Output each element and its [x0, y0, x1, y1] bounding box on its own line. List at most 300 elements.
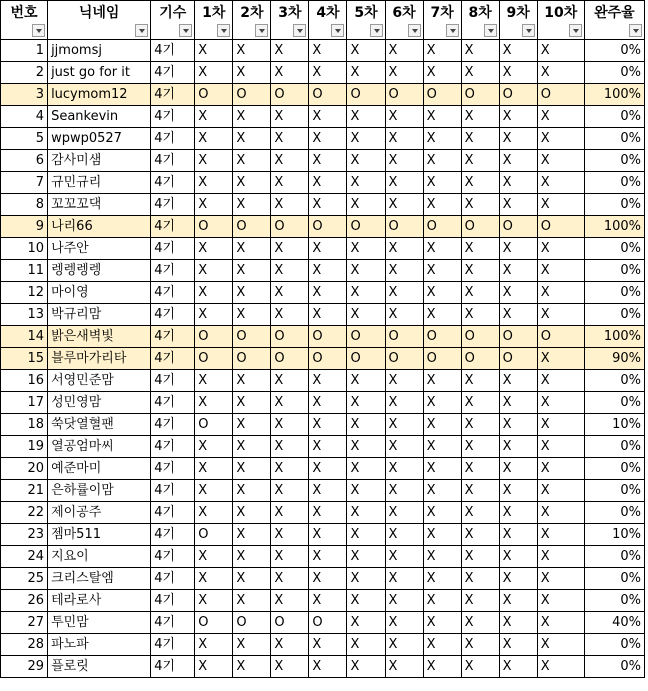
- round-5-cell[interactable]: O: [347, 216, 385, 238]
- round-2-cell[interactable]: X: [233, 128, 271, 150]
- filter-dropdown-icon[interactable]: [370, 24, 383, 37]
- round-8-cell[interactable]: X: [461, 238, 499, 260]
- round-5-cell[interactable]: X: [347, 568, 385, 590]
- round-2-cell[interactable]: X: [233, 524, 271, 546]
- round-9-cell[interactable]: X: [499, 414, 537, 436]
- round-7-cell[interactable]: X: [423, 656, 461, 678]
- round-10-cell[interactable]: O: [537, 216, 584, 238]
- round-8-cell[interactable]: X: [461, 62, 499, 84]
- round-10-cell[interactable]: X: [537, 590, 584, 612]
- round-6-cell[interactable]: X: [385, 238, 423, 260]
- round-10-cell[interactable]: X: [537, 524, 584, 546]
- round-7-cell[interactable]: X: [423, 172, 461, 194]
- round-8-cell[interactable]: O: [461, 84, 499, 106]
- round-10-cell[interactable]: X: [537, 282, 584, 304]
- row-number-cell[interactable]: 8: [1, 194, 48, 216]
- round-5-cell[interactable]: X: [347, 370, 385, 392]
- round-2-cell[interactable]: X: [233, 502, 271, 524]
- generation-cell[interactable]: 4기: [151, 62, 195, 84]
- round-7-cell[interactable]: X: [423, 150, 461, 172]
- round-2-cell[interactable]: X: [233, 480, 271, 502]
- round-6-cell[interactable]: X: [385, 40, 423, 62]
- round-9-cell[interactable]: X: [499, 370, 537, 392]
- round-5-cell[interactable]: X: [347, 524, 385, 546]
- round-6-cell[interactable]: X: [385, 128, 423, 150]
- round-6-cell[interactable]: X: [385, 282, 423, 304]
- round-2-cell[interactable]: X: [233, 656, 271, 678]
- round-9-cell[interactable]: X: [499, 612, 537, 634]
- generation-cell[interactable]: 4기: [151, 480, 195, 502]
- round-5-cell[interactable]: O: [347, 348, 385, 370]
- round-6-cell[interactable]: X: [385, 502, 423, 524]
- round-6-cell[interactable]: X: [385, 414, 423, 436]
- round-6-cell[interactable]: O: [385, 326, 423, 348]
- round-1-cell[interactable]: X: [195, 502, 233, 524]
- round-6-cell[interactable]: X: [385, 524, 423, 546]
- round-10-cell[interactable]: X: [537, 128, 584, 150]
- round-5-cell[interactable]: X: [347, 546, 385, 568]
- row-number-cell[interactable]: 1: [1, 40, 48, 62]
- round-6-cell[interactable]: X: [385, 260, 423, 282]
- filter-dropdown-icon[interactable]: [446, 24, 459, 37]
- round-8-cell[interactable]: O: [461, 216, 499, 238]
- round-2-cell[interactable]: X: [233, 568, 271, 590]
- round-5-cell[interactable]: X: [347, 612, 385, 634]
- row-number-cell[interactable]: 23: [1, 524, 48, 546]
- round-3-cell[interactable]: X: [271, 458, 309, 480]
- round-6-cell[interactable]: O: [385, 216, 423, 238]
- round-2-cell[interactable]: X: [233, 436, 271, 458]
- round-5-cell[interactable]: X: [347, 414, 385, 436]
- generation-cell[interactable]: 4기: [151, 106, 195, 128]
- round-8-cell[interactable]: X: [461, 634, 499, 656]
- round-2-cell[interactable]: X: [233, 62, 271, 84]
- completion-rate-cell[interactable]: 90%: [584, 348, 644, 370]
- round-4-cell[interactable]: X: [309, 590, 347, 612]
- round-4-cell[interactable]: X: [309, 106, 347, 128]
- completion-rate-cell[interactable]: 0%: [584, 106, 644, 128]
- round-5-cell[interactable]: X: [347, 590, 385, 612]
- round-10-cell[interactable]: X: [537, 106, 584, 128]
- round-2-cell[interactable]: X: [233, 414, 271, 436]
- round-7-cell[interactable]: X: [423, 128, 461, 150]
- round-3-cell[interactable]: X: [271, 238, 309, 260]
- row-number-cell[interactable]: 25: [1, 568, 48, 590]
- nickname-cell[interactable]: 테라로사: [48, 590, 151, 612]
- round-5-cell[interactable]: X: [347, 436, 385, 458]
- generation-cell[interactable]: 4기: [151, 150, 195, 172]
- round-9-cell[interactable]: O: [499, 326, 537, 348]
- round-3-cell[interactable]: X: [271, 260, 309, 282]
- completion-rate-cell[interactable]: 0%: [584, 634, 644, 656]
- row-number-cell[interactable]: 5: [1, 128, 48, 150]
- round-1-cell[interactable]: O: [195, 348, 233, 370]
- round-7-cell[interactable]: O: [423, 216, 461, 238]
- round-9-cell[interactable]: X: [499, 590, 537, 612]
- round-4-cell[interactable]: X: [309, 370, 347, 392]
- round-7-cell[interactable]: X: [423, 40, 461, 62]
- round-6-cell[interactable]: X: [385, 568, 423, 590]
- round-4-cell[interactable]: O: [309, 84, 347, 106]
- round-9-cell[interactable]: X: [499, 238, 537, 260]
- round-5-cell[interactable]: X: [347, 62, 385, 84]
- round-1-cell[interactable]: O: [195, 326, 233, 348]
- completion-rate-cell[interactable]: 0%: [584, 656, 644, 678]
- round-4-cell[interactable]: X: [309, 40, 347, 62]
- round-1-cell[interactable]: X: [195, 590, 233, 612]
- filter-dropdown-icon[interactable]: [32, 24, 45, 37]
- round-4-cell[interactable]: X: [309, 172, 347, 194]
- nickname-cell[interactable]: 나주안: [48, 238, 151, 260]
- round-7-cell[interactable]: X: [423, 436, 461, 458]
- round-8-cell[interactable]: X: [461, 436, 499, 458]
- generation-cell[interactable]: 4기: [151, 436, 195, 458]
- round-2-cell[interactable]: X: [233, 546, 271, 568]
- nickname-cell[interactable]: lucymom12: [48, 84, 151, 106]
- round-7-cell[interactable]: X: [423, 480, 461, 502]
- round-7-cell[interactable]: X: [423, 62, 461, 84]
- row-number-cell[interactable]: 29: [1, 656, 48, 678]
- round-1-cell[interactable]: X: [195, 392, 233, 414]
- round-5-cell[interactable]: X: [347, 392, 385, 414]
- round-6-cell[interactable]: X: [385, 480, 423, 502]
- round-7-cell[interactable]: X: [423, 568, 461, 590]
- round-6-cell[interactable]: X: [385, 436, 423, 458]
- round-4-cell[interactable]: X: [309, 238, 347, 260]
- completion-rate-cell[interactable]: 10%: [584, 414, 644, 436]
- row-number-cell[interactable]: 21: [1, 480, 48, 502]
- round-1-cell[interactable]: X: [195, 128, 233, 150]
- nickname-cell[interactable]: 파노파: [48, 634, 151, 656]
- round-5-cell[interactable]: X: [347, 634, 385, 656]
- round-5-cell[interactable]: X: [347, 260, 385, 282]
- round-7-cell[interactable]: O: [423, 326, 461, 348]
- round-3-cell[interactable]: X: [271, 40, 309, 62]
- round-6-cell[interactable]: X: [385, 458, 423, 480]
- round-1-cell[interactable]: X: [195, 172, 233, 194]
- round-1-cell[interactable]: X: [195, 568, 233, 590]
- round-3-cell[interactable]: X: [271, 62, 309, 84]
- round-4-cell[interactable]: X: [309, 304, 347, 326]
- round-7-cell[interactable]: X: [423, 106, 461, 128]
- round-8-cell[interactable]: X: [461, 656, 499, 678]
- row-number-cell[interactable]: 6: [1, 150, 48, 172]
- round-4-cell[interactable]: X: [309, 546, 347, 568]
- round-9-cell[interactable]: X: [499, 480, 537, 502]
- filter-dropdown-icon[interactable]: [217, 24, 230, 37]
- round-5-cell[interactable]: X: [347, 238, 385, 260]
- round-1-cell[interactable]: X: [195, 370, 233, 392]
- round-5-cell[interactable]: X: [347, 458, 385, 480]
- completion-rate-cell[interactable]: 0%: [584, 260, 644, 282]
- round-9-cell[interactable]: X: [499, 62, 537, 84]
- generation-cell[interactable]: 4기: [151, 634, 195, 656]
- round-3-cell[interactable]: X: [271, 392, 309, 414]
- round-7-cell[interactable]: X: [423, 260, 461, 282]
- generation-cell[interactable]: 4기: [151, 524, 195, 546]
- round-3-cell[interactable]: X: [271, 590, 309, 612]
- generation-cell[interactable]: 4기: [151, 612, 195, 634]
- round-9-cell[interactable]: X: [499, 524, 537, 546]
- round-10-cell[interactable]: X: [537, 348, 584, 370]
- completion-rate-cell[interactable]: 0%: [584, 172, 644, 194]
- filter-dropdown-icon[interactable]: [484, 24, 497, 37]
- generation-cell[interactable]: 4기: [151, 392, 195, 414]
- round-10-cell[interactable]: X: [537, 568, 584, 590]
- round-1-cell[interactable]: X: [195, 634, 233, 656]
- round-3-cell[interactable]: X: [271, 282, 309, 304]
- nickname-cell[interactable]: 밝은새벽빛: [48, 326, 151, 348]
- round-7-cell[interactable]: X: [423, 194, 461, 216]
- generation-cell[interactable]: 4기: [151, 238, 195, 260]
- row-number-cell[interactable]: 17: [1, 392, 48, 414]
- round-8-cell[interactable]: X: [461, 282, 499, 304]
- round-10-cell[interactable]: X: [537, 502, 584, 524]
- nickname-cell[interactable]: 블루마가리타: [48, 348, 151, 370]
- completion-rate-cell[interactable]: 0%: [584, 436, 644, 458]
- round-2-cell[interactable]: X: [233, 260, 271, 282]
- round-10-cell[interactable]: X: [537, 238, 584, 260]
- round-9-cell[interactable]: X: [499, 568, 537, 590]
- round-5-cell[interactable]: X: [347, 480, 385, 502]
- round-10-cell[interactable]: X: [537, 150, 584, 172]
- round-2-cell[interactable]: O: [233, 84, 271, 106]
- generation-cell[interactable]: 4기: [151, 84, 195, 106]
- nickname-cell[interactable]: Seankevin: [48, 106, 151, 128]
- round-3-cell[interactable]: X: [271, 106, 309, 128]
- generation-cell[interactable]: 4기: [151, 656, 195, 678]
- round-4-cell[interactable]: X: [309, 524, 347, 546]
- completion-rate-cell[interactable]: 0%: [584, 590, 644, 612]
- round-10-cell[interactable]: X: [537, 370, 584, 392]
- round-6-cell[interactable]: X: [385, 62, 423, 84]
- round-8-cell[interactable]: X: [461, 590, 499, 612]
- filter-dropdown-icon[interactable]: [629, 24, 642, 37]
- row-number-cell[interactable]: 3: [1, 84, 48, 106]
- round-3-cell[interactable]: X: [271, 524, 309, 546]
- nickname-cell[interactable]: just go for it: [48, 62, 151, 84]
- row-number-cell[interactable]: 2: [1, 62, 48, 84]
- round-10-cell[interactable]: X: [537, 656, 584, 678]
- row-number-cell[interactable]: 28: [1, 634, 48, 656]
- round-1-cell[interactable]: O: [195, 84, 233, 106]
- nickname-cell[interactable]: 렝렝렝렝: [48, 260, 151, 282]
- round-3-cell[interactable]: X: [271, 194, 309, 216]
- nickname-cell[interactable]: 서영민준맘: [48, 370, 151, 392]
- filter-dropdown-icon[interactable]: [179, 24, 192, 37]
- round-10-cell[interactable]: X: [537, 304, 584, 326]
- round-2-cell[interactable]: X: [233, 590, 271, 612]
- round-9-cell[interactable]: X: [499, 150, 537, 172]
- round-8-cell[interactable]: X: [461, 524, 499, 546]
- filter-dropdown-icon[interactable]: [255, 24, 268, 37]
- round-3-cell[interactable]: O: [271, 216, 309, 238]
- round-3-cell[interactable]: X: [271, 304, 309, 326]
- round-4-cell[interactable]: X: [309, 392, 347, 414]
- round-1-cell[interactable]: X: [195, 546, 233, 568]
- round-5-cell[interactable]: X: [347, 656, 385, 678]
- round-6-cell[interactable]: X: [385, 304, 423, 326]
- round-4-cell[interactable]: X: [309, 436, 347, 458]
- round-5-cell[interactable]: X: [347, 304, 385, 326]
- round-3-cell[interactable]: X: [271, 656, 309, 678]
- generation-cell[interactable]: 4기: [151, 304, 195, 326]
- round-8-cell[interactable]: X: [461, 106, 499, 128]
- round-3-cell[interactable]: X: [271, 150, 309, 172]
- completion-rate-cell[interactable]: 0%: [584, 458, 644, 480]
- nickname-cell[interactable]: wpwp0527: [48, 128, 151, 150]
- generation-cell[interactable]: 4기: [151, 414, 195, 436]
- round-1-cell[interactable]: X: [195, 436, 233, 458]
- generation-cell[interactable]: 4기: [151, 458, 195, 480]
- round-3-cell[interactable]: O: [271, 612, 309, 634]
- round-9-cell[interactable]: X: [499, 458, 537, 480]
- generation-cell[interactable]: 4기: [151, 590, 195, 612]
- round-5-cell[interactable]: X: [347, 128, 385, 150]
- round-9-cell[interactable]: X: [499, 106, 537, 128]
- round-10-cell[interactable]: X: [537, 612, 584, 634]
- nickname-cell[interactable]: 감사미샘: [48, 150, 151, 172]
- round-3-cell[interactable]: X: [271, 546, 309, 568]
- round-1-cell[interactable]: X: [195, 458, 233, 480]
- nickname-cell[interactable]: 꼬꼬꼬댁: [48, 194, 151, 216]
- round-1-cell[interactable]: X: [195, 150, 233, 172]
- round-6-cell[interactable]: X: [385, 150, 423, 172]
- round-2-cell[interactable]: X: [233, 40, 271, 62]
- round-1-cell[interactable]: O: [195, 414, 233, 436]
- round-10-cell[interactable]: X: [537, 414, 584, 436]
- round-4-cell[interactable]: O: [309, 348, 347, 370]
- round-2-cell[interactable]: X: [233, 238, 271, 260]
- round-1-cell[interactable]: X: [195, 238, 233, 260]
- round-7-cell[interactable]: X: [423, 458, 461, 480]
- round-3-cell[interactable]: X: [271, 172, 309, 194]
- nickname-cell[interactable]: jjmomsj: [48, 40, 151, 62]
- round-8-cell[interactable]: X: [461, 304, 499, 326]
- nickname-cell[interactable]: 규민규리: [48, 172, 151, 194]
- round-1-cell[interactable]: X: [195, 656, 233, 678]
- round-2-cell[interactable]: X: [233, 370, 271, 392]
- nickname-cell[interactable]: 플로릿: [48, 656, 151, 678]
- generation-cell[interactable]: 4기: [151, 568, 195, 590]
- round-6-cell[interactable]: X: [385, 546, 423, 568]
- round-9-cell[interactable]: X: [499, 282, 537, 304]
- round-8-cell[interactable]: O: [461, 348, 499, 370]
- round-8-cell[interactable]: X: [461, 392, 499, 414]
- round-7-cell[interactable]: X: [423, 634, 461, 656]
- nickname-cell[interactable]: 지요이: [48, 546, 151, 568]
- round-5-cell[interactable]: X: [347, 172, 385, 194]
- round-9-cell[interactable]: X: [499, 172, 537, 194]
- round-6-cell[interactable]: X: [385, 106, 423, 128]
- round-5-cell[interactable]: X: [347, 40, 385, 62]
- round-9-cell[interactable]: X: [499, 392, 537, 414]
- round-2-cell[interactable]: O: [233, 348, 271, 370]
- completion-rate-cell[interactable]: 10%: [584, 524, 644, 546]
- round-8-cell[interactable]: X: [461, 502, 499, 524]
- completion-rate-cell[interactable]: 0%: [584, 546, 644, 568]
- round-2-cell[interactable]: X: [233, 194, 271, 216]
- round-5-cell[interactable]: O: [347, 326, 385, 348]
- round-2-cell[interactable]: X: [233, 172, 271, 194]
- round-1-cell[interactable]: O: [195, 612, 233, 634]
- nickname-cell[interactable]: 성민영맘: [48, 392, 151, 414]
- round-9-cell[interactable]: X: [499, 656, 537, 678]
- completion-rate-cell[interactable]: 100%: [584, 216, 644, 238]
- nickname-cell[interactable]: 박규리맘: [48, 304, 151, 326]
- generation-cell[interactable]: 4기: [151, 128, 195, 150]
- round-3-cell[interactable]: X: [271, 634, 309, 656]
- filter-dropdown-icon[interactable]: [522, 24, 535, 37]
- round-1-cell[interactable]: X: [195, 106, 233, 128]
- round-9-cell[interactable]: X: [499, 194, 537, 216]
- row-number-cell[interactable]: 24: [1, 546, 48, 568]
- round-8-cell[interactable]: X: [461, 546, 499, 568]
- round-7-cell[interactable]: X: [423, 370, 461, 392]
- round-6-cell[interactable]: O: [385, 84, 423, 106]
- nickname-cell[interactable]: 예준마미: [48, 458, 151, 480]
- completion-rate-cell[interactable]: 100%: [584, 84, 644, 106]
- round-10-cell[interactable]: X: [537, 392, 584, 414]
- round-1-cell[interactable]: X: [195, 260, 233, 282]
- completion-rate-cell[interactable]: 0%: [584, 282, 644, 304]
- round-2-cell[interactable]: O: [233, 326, 271, 348]
- nickname-cell[interactable]: 쑥닷열혈팬: [48, 414, 151, 436]
- row-number-cell[interactable]: 14: [1, 326, 48, 348]
- round-10-cell[interactable]: X: [537, 634, 584, 656]
- row-number-cell[interactable]: 26: [1, 590, 48, 612]
- nickname-cell[interactable]: 투민맘: [48, 612, 151, 634]
- generation-cell[interactable]: 4기: [151, 40, 195, 62]
- round-1-cell[interactable]: X: [195, 40, 233, 62]
- round-5-cell[interactable]: O: [347, 84, 385, 106]
- generation-cell[interactable]: 4기: [151, 172, 195, 194]
- round-3-cell[interactable]: O: [271, 348, 309, 370]
- generation-cell[interactable]: 4기: [151, 326, 195, 348]
- round-7-cell[interactable]: O: [423, 84, 461, 106]
- completion-rate-cell[interactable]: 0%: [584, 194, 644, 216]
- round-2-cell[interactable]: X: [233, 392, 271, 414]
- round-7-cell[interactable]: X: [423, 392, 461, 414]
- round-7-cell[interactable]: X: [423, 304, 461, 326]
- round-10-cell[interactable]: X: [537, 260, 584, 282]
- row-number-cell[interactable]: 15: [1, 348, 48, 370]
- round-2-cell[interactable]: X: [233, 106, 271, 128]
- round-4-cell[interactable]: X: [309, 568, 347, 590]
- round-8-cell[interactable]: X: [461, 370, 499, 392]
- round-4-cell[interactable]: X: [309, 282, 347, 304]
- round-6-cell[interactable]: X: [385, 172, 423, 194]
- round-8-cell[interactable]: X: [461, 458, 499, 480]
- round-8-cell[interactable]: X: [461, 194, 499, 216]
- completion-rate-cell[interactable]: 40%: [584, 612, 644, 634]
- round-9-cell[interactable]: O: [499, 84, 537, 106]
- round-10-cell[interactable]: X: [537, 40, 584, 62]
- round-10-cell[interactable]: X: [537, 194, 584, 216]
- round-8-cell[interactable]: X: [461, 414, 499, 436]
- row-number-cell[interactable]: 16: [1, 370, 48, 392]
- round-10-cell[interactable]: X: [537, 546, 584, 568]
- completion-rate-cell[interactable]: 0%: [584, 480, 644, 502]
- round-5-cell[interactable]: X: [347, 282, 385, 304]
- round-5-cell[interactable]: X: [347, 106, 385, 128]
- round-7-cell[interactable]: X: [423, 590, 461, 612]
- round-4-cell[interactable]: O: [309, 326, 347, 348]
- round-9-cell[interactable]: O: [499, 216, 537, 238]
- round-9-cell[interactable]: X: [499, 304, 537, 326]
- round-5-cell[interactable]: X: [347, 150, 385, 172]
- round-8-cell[interactable]: X: [461, 150, 499, 172]
